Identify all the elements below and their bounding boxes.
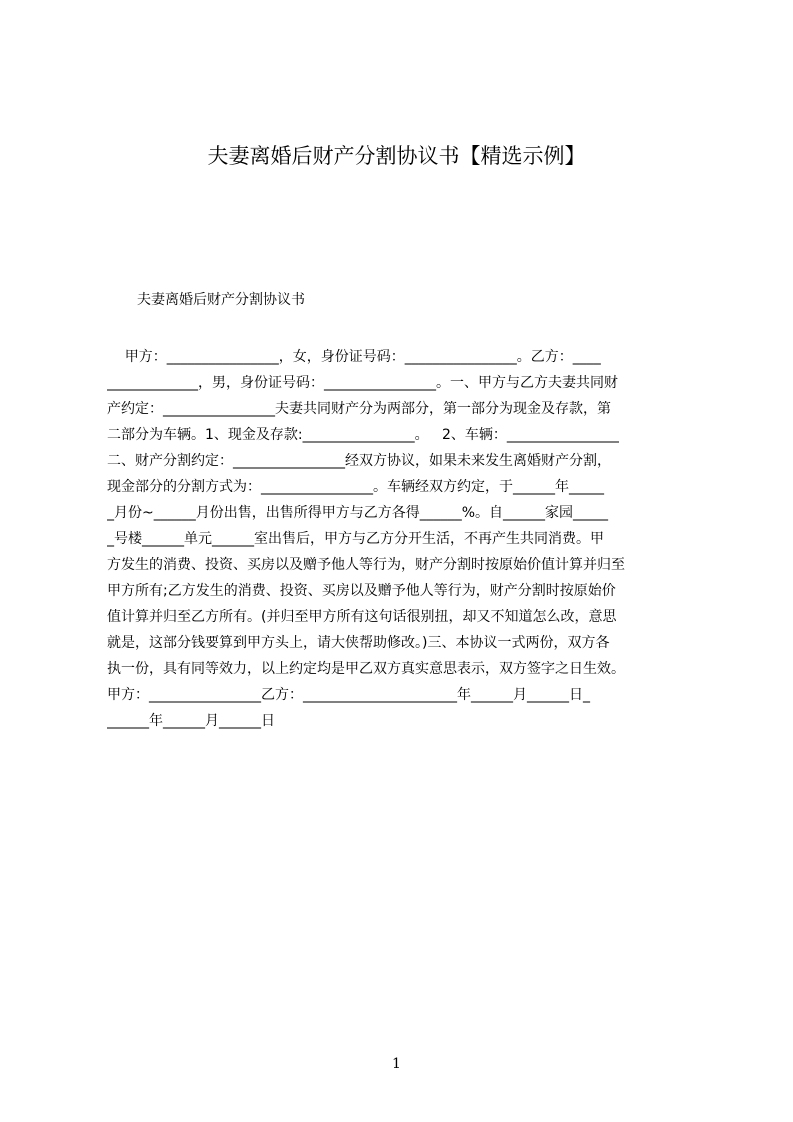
body-line: _号楼______单元______室出售后，甲方与乙方分开生活，不再产生共同消费。甲 <box>107 531 604 547</box>
document-title: 夫妻离婚后财产分割协议书【精选示例】 <box>207 144 586 168</box>
body-line: 甲方所有;乙方发生的消费、投资、买房以及赠予他人等行为，财产分割时按原始价 <box>107 583 616 599</box>
body-line: 执一份，具有同等效力，以上约定均是甲乙双方真实意思表示，双方签字之日生效。 <box>107 661 625 677</box>
body-line: 甲方：________________乙方：______________________年______月______日_ <box>107 687 590 703</box>
body-line: ______年______月______日 <box>107 713 275 729</box>
agreement-body <box>107 344 700 734</box>
body-line: 二、财产分割约定：________________经双方协议，如果未来发生离婚财产分割， <box>107 453 611 469</box>
body-line: 方发生的消费、投资、买房以及赠予他人等行为，财产分割时按原始价值计算并归至 <box>107 557 625 573</box>
body-line: 值计算并归至乙方所有。(并归至甲方所有这句话很别扭，却又不知道怎么改，意思 <box>107 609 617 625</box>
body-line: 产约定：________________夫妻共同财产分为两部分，第一部分为现金及存款，第 <box>107 401 611 417</box>
body-line: 甲方：________________，女，身份证号码：________________。乙方：____ <box>107 349 601 365</box>
body-line: 二部分为车辆。1、现金及存款:________________。 2、车辆：________________ <box>107 427 619 443</box>
body-line: 就是，这部分钱要算到甲方头上，请大侠帮助修改。)三、本协议一式两份，双方各 <box>107 635 610 651</box>
body-line: _____________，男，身份证号码：________________。一、甲方与乙方夫妻共同财 <box>107 375 618 391</box>
body-line: 现金部分的分割方式为：________________。车辆经双方约定，于______年_____ <box>107 479 604 495</box>
body-line: _月份~______月份出售，出售所得甲方与乙方各得______%。自______家园_____ <box>107 505 609 521</box>
document-subtitle: 夫妻离婚后财产分割协议书 <box>137 292 305 308</box>
page-number: 1 <box>392 1056 401 1072</box>
